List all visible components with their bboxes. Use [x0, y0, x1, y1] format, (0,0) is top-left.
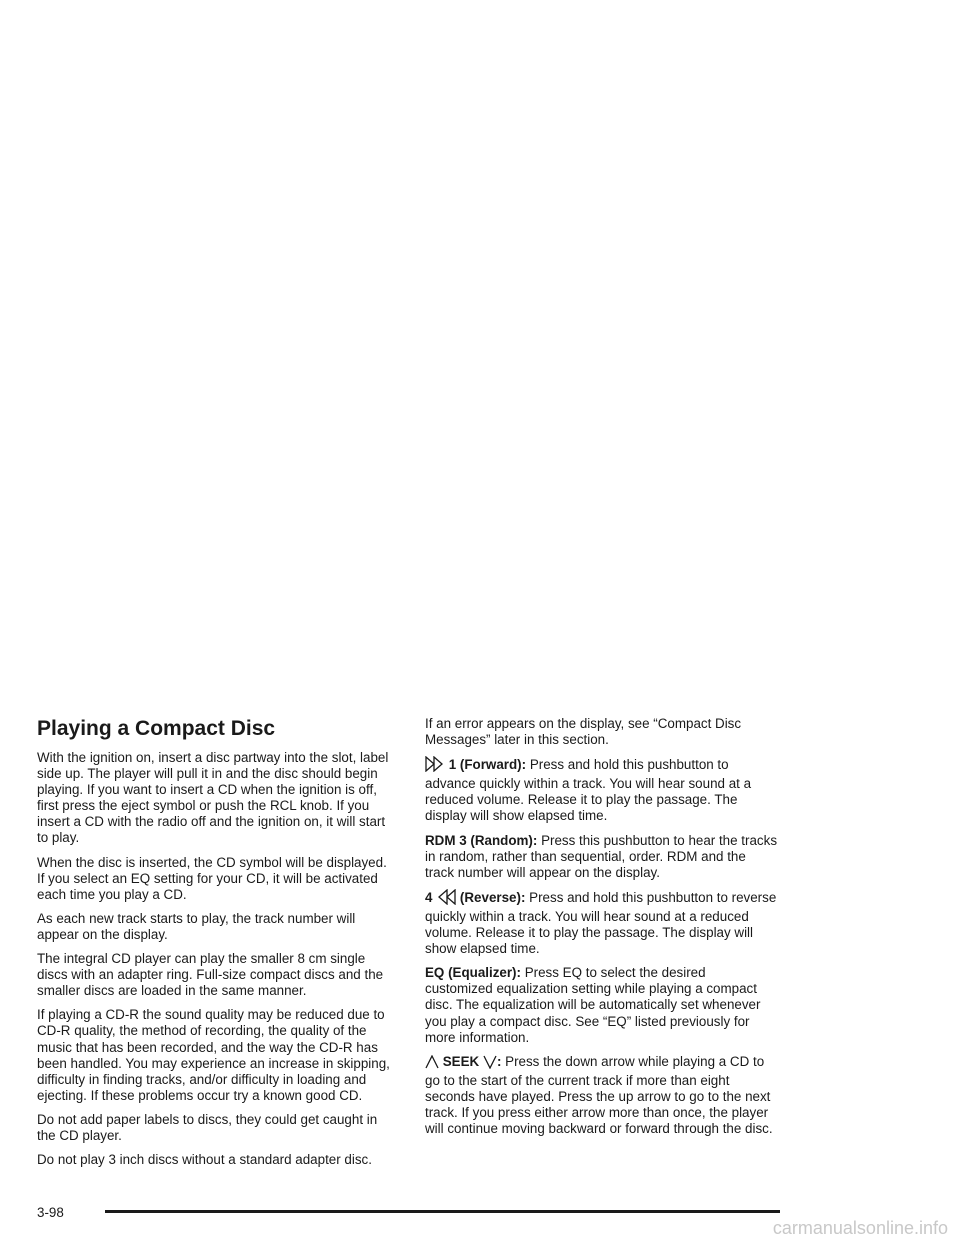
paragraph-track-number: As each new track starts to play, the track number will appear on the display. [37, 910, 356, 942]
random-term: RDM 3 (Random): [425, 832, 538, 848]
page-number: 3-98 [37, 1205, 64, 1220]
reverse-description: Press and hold this pushbutton to reverse quickly within a track. You will hear sound at a reduced volume. Release it to play the passage. The display will show elapsed time. [425, 889, 777, 957]
paragraph-3-inch-discs: Do not play 3 inch discs without a standard adapter disc. [37, 1152, 372, 1168]
paragraph-insert-disc: With the ignition on, insert a disc partway into the slot, label side up. The player will pull it in and the disc should begin playing. If you want to insert a CD when the ignition is off, first press the eject symbol or push the RCL knob. If you insert a CD with the radio off and the ignition on, it will start to play. [37, 750, 389, 846]
paragraph-cd-r: If playing a CD-R the sound quality may be reduced due to CD-R quality, the method of recording, the quality of the music that has been recorded, and the way the CD-R has been handled. You may experience an increase in skipping, difficulty in finding tracks, and/or difficulty in loading and ejecting. If these problems occur try a known good CD. [37, 1007, 390, 1103]
seek-description: Press the down arrow while playing a CD to go to the start of the current track if more than eight seconds have played. Press the up arrow to go to the next track. If you press either arrow more than once, the player will continue moving backward or forward through the disc. [425, 1053, 773, 1137]
paragraph-error-messages: If an error appears on the display, see “Compact Disc Messages” later in this section. [425, 716, 742, 748]
footer-rule [105, 1210, 780, 1213]
right-column [425, 716, 777, 1145]
forward-description: Press and hold this pushbutton to advance quickly within a track. You will hear sound at a reduced volume. Release it to play the passage. The display will show elapsed time. [425, 757, 752, 824]
rewind-icon [436, 889, 456, 909]
watermark: carmanualsonline.info [772, 1218, 948, 1238]
random-description: Press this pushbutton to hear the tracks in random, rather than sequential, order. RDM and the track number will appear on the display. [425, 832, 778, 880]
paragraph-cd-symbol: When the disc is inserted, the CD symbol will be displayed. If you select an EQ setting for your CD, it will be activated each time you play a CD. [37, 854, 387, 902]
fast-forward-icon [425, 756, 445, 776]
reverse-number: 4 [425, 889, 433, 905]
paragraph-eq [425, 965, 777, 1045]
left-column [37, 716, 393, 1176]
seek-down-arrow-icon [483, 1055, 497, 1073]
paragraph-seek [425, 1054, 777, 1137]
paragraph-paper-labels: Do not add paper labels to discs, they could get caught in the CD player. [37, 1111, 378, 1143]
seek-term: SEEK [442, 1053, 480, 1069]
seek-colon: : [496, 1053, 502, 1069]
seek-up-arrow-icon [425, 1055, 439, 1073]
eq-description: Press EQ to select the desired customized equalization setting while playing a compact disc. The equalization will be automatically set whenever you play a compact disc. See “EQ” listed previously for more information. [425, 965, 761, 1045]
paragraph-8cm-discs: The integral CD player can play the smaller 8 cm single discs with an adapter ring. Full-size compact discs and the smaller discs are loaded in the same manner. [37, 951, 384, 999]
paragraph-reverse [425, 889, 777, 957]
eq-term: EQ (Equalizer): [425, 965, 521, 981]
paragraph-forward [425, 756, 777, 824]
section-heading: Playing a Compact Disc [37, 717, 276, 740]
paragraph-random [425, 833, 777, 881]
reverse-term: (Reverse): [459, 889, 526, 905]
forward-term: 1 (Forward): [448, 757, 527, 773]
